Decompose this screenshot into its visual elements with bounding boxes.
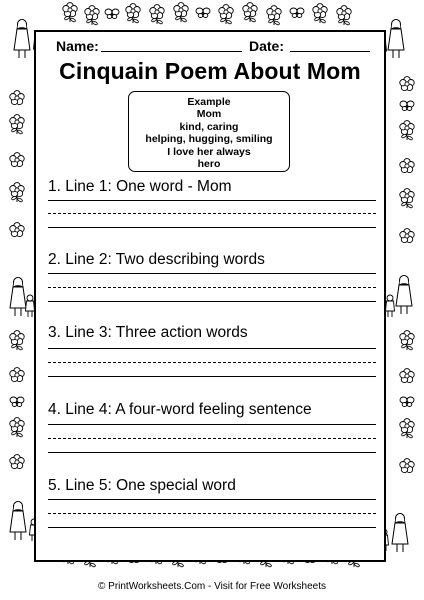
writing-line[interactable] [48, 452, 376, 453]
name-label: Name: [56, 38, 99, 54]
example-line: hero [197, 158, 221, 171]
writing-line[interactable] [48, 499, 376, 500]
example-line: kind, caring [179, 120, 239, 133]
writing-line[interactable] [48, 348, 376, 349]
page-title: Cinquain Poem About Mom [59, 58, 361, 84]
example-line: I love her always [167, 145, 251, 158]
writing-line[interactable] [48, 273, 376, 274]
prompt-line-3: 3. Line 3: Three action words [48, 324, 248, 341]
name-field-line[interactable] [101, 51, 242, 52]
prompt-line-4: 4. Line 4: A four-word feeling sentence [48, 401, 312, 418]
prompt-line-2: 2. Line 2: Two describing words [48, 251, 265, 268]
writing-guide-dashed [48, 287, 376, 288]
example-heading: Example [187, 96, 231, 108]
writing-line[interactable] [48, 376, 376, 377]
writing-line[interactable] [48, 200, 376, 201]
prompt-line-5: 5. Line 5: One special word [48, 477, 236, 494]
example-box [128, 91, 290, 172]
date-label: Date: [249, 38, 285, 54]
writing-guide-dashed [48, 213, 376, 214]
writing-line[interactable] [48, 301, 376, 302]
writing-guide-dashed [48, 362, 376, 363]
writing-guide-dashed [48, 438, 376, 439]
example-line: helping, hugging, smiling [145, 133, 273, 146]
writing-line[interactable] [48, 527, 376, 528]
prompt-line-1: 1. Line 1: One word - Mom [48, 178, 232, 195]
writing-guide-dashed [48, 513, 376, 514]
writing-line[interactable] [48, 424, 376, 425]
footer-credit: © PrintWorksheets.Com - Visit for Free Worksheets [98, 581, 326, 592]
example-line: Mom [196, 108, 222, 121]
writing-line[interactable] [48, 227, 376, 228]
date-field-line[interactable] [290, 51, 370, 52]
